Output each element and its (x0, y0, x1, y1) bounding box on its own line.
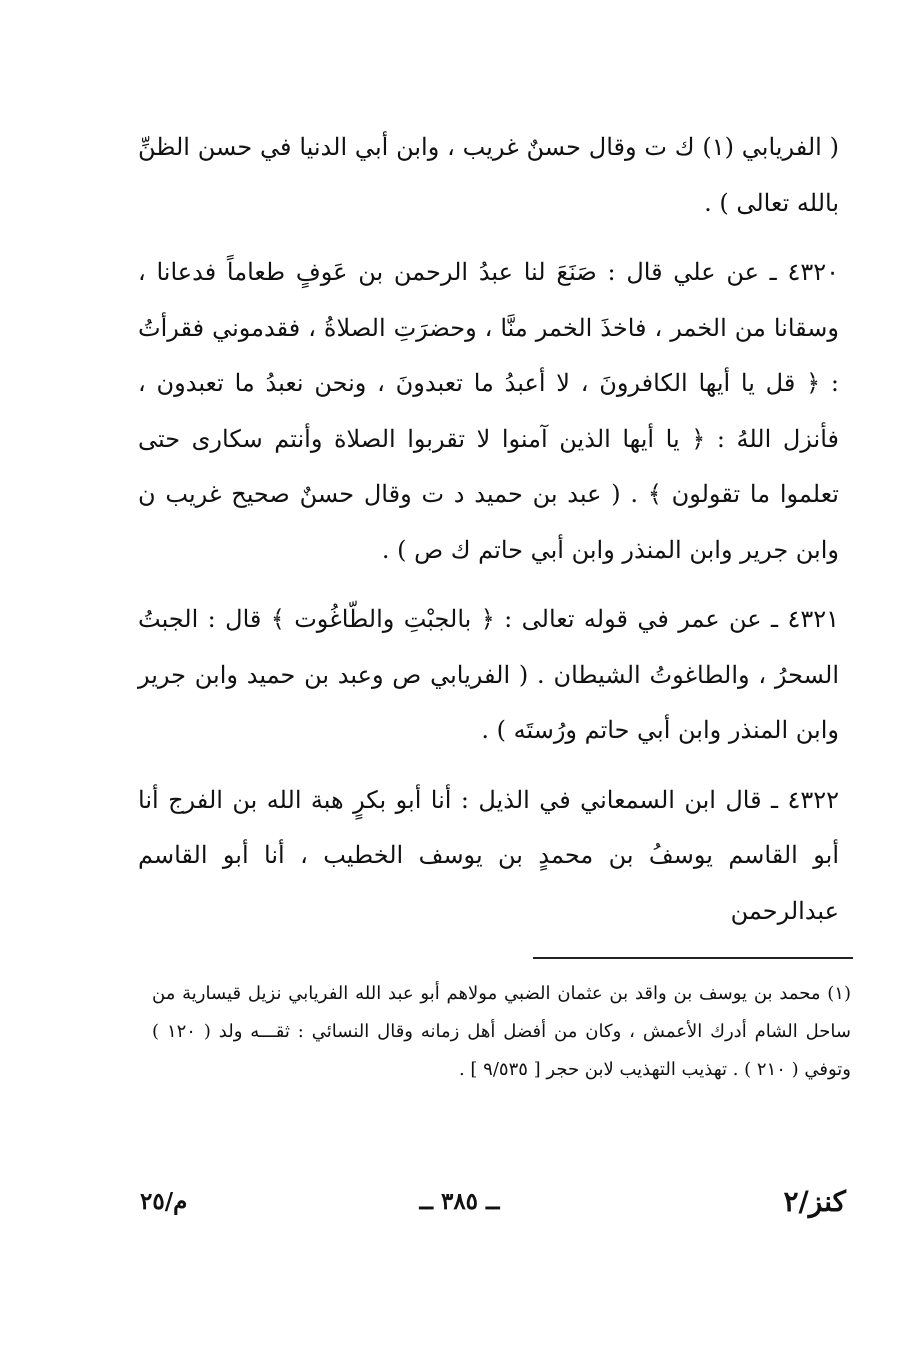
footer-book-volume: كنز/٢ (783, 1185, 846, 1218)
footnotes (152, 975, 851, 1089)
main-text (138, 120, 839, 939)
paragraph-hadith-4320: ٤٣٢٠ ـ عن علي قال : صَنَعَ لنا عبدُ الرحمن بن عَوفٍ طعاماً فدعانا ، وسقانا من الخمر ، فاخذَ الخمر منَّا ، وحضرَتِ الصلاةُ ، فقدموني فقرأتُ : ﴿ قل يا أيها الكافرونَ ، لا أعبدُ ما تعبدونَ ، ونحن نعبدُ ما تعبدون ، فأنزل اللهُ : ﴿ يا أيها الذين آمنوا لا تقربوا الصلاة وأنتم سكارى حتى تعلموا ما تقولون ﴾ . ( عبد بن حميد د ت وقال حسنٌ صحيح غريب ن وابن جرير وابن المنذر وابن أبي حاتم ك ص ) . (138, 258, 839, 564)
paragraph-hadith-continuation: ( الفريابي (١) ك ت وقال حسنٌ غريب ، وابن أبي الدنيا في حسن الظنِّ بالله تعالى ) . (138, 133, 840, 217)
footer-signature: م/٢٥ (140, 1188, 188, 1215)
footnote-divider (533, 957, 853, 959)
paragraph-hadith-4321: ٤٣٢١ ـ عن عمر في قوله تعالى : ﴿ بالجبْتِ والطّاغُوت ﴾ قال : الجبتُ السحرُ ، والطاغوتُ الشيطان . ( الفريابي ص وعبد بن حميد وابن جرير وابن المنذر وابن أبي حاتم ورُستَه ) . (138, 605, 839, 744)
page-number: ــ ٣٨٥ ــ (419, 1188, 500, 1215)
footnote-1: (١) محمد بن يوسف بن واقد بن عثمان الضبي مولاهم أبو عبد الله الفريابي نزيل قيسارية من ساحل الشام أدرك الأعمش ، وكان من أفضل أهل زمانه وقال النسائي : ثقـــه ولد ( ١٢٠ ) وتوفي ( ٢١٠ ) . تهذيب التهذيب لابن حجر [ ٩/٥٣٥ ] . (152, 983, 851, 1080)
paragraph-hadith-4322: ٤٣٢٢ ـ قال ابن السمعاني في الذيل : أنا أبو بكرٍ هبة الله بن الفرج أنا أبو القاسم يوسفُ بن محمدٍ بن يوسف الخطيب ، أنا أبو القاسم عبدالرحمن (138, 785, 839, 925)
